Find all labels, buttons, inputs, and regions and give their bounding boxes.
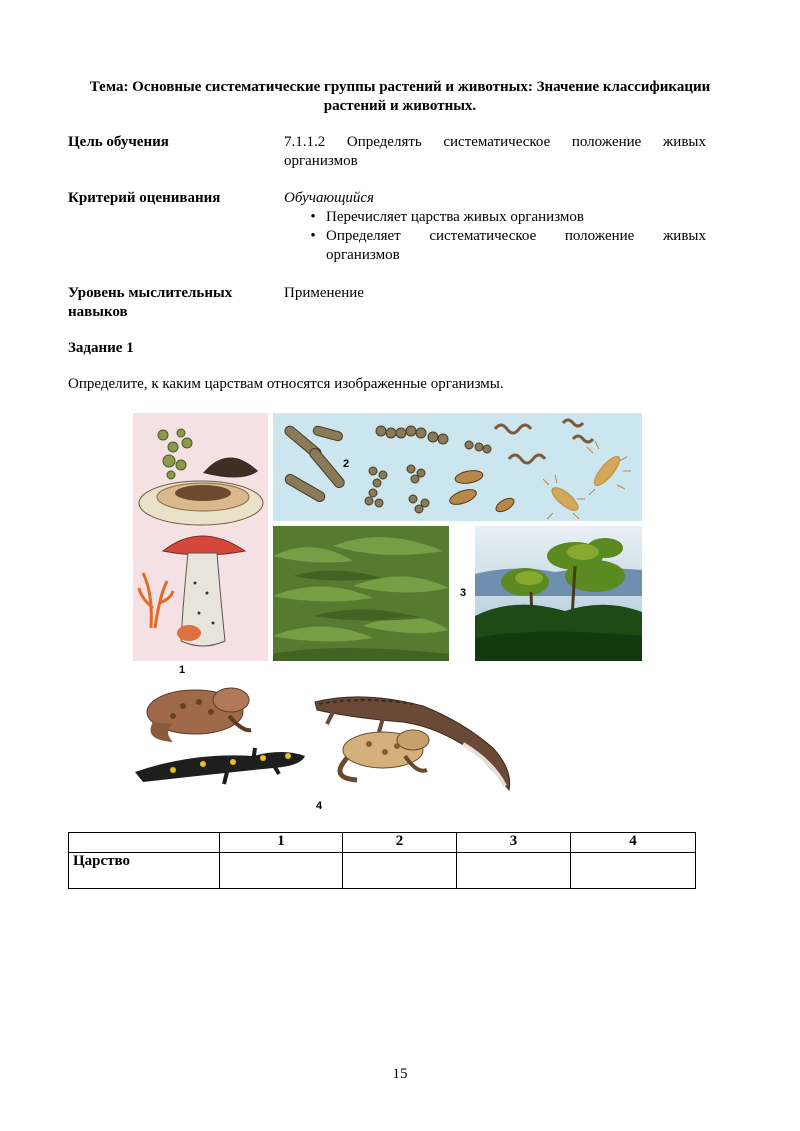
coral-fungus-icon <box>158 429 192 479</box>
task-text: Определите, к каким царствам относятся изображенные организмы. <box>68 376 504 392</box>
table-header-cell <box>69 833 220 853</box>
table-row-label: Царство <box>69 853 220 889</box>
table-row <box>69 853 696 889</box>
goal-label: Цель обучения <box>68 134 169 150</box>
table-header-cell: 4 <box>571 833 696 853</box>
coral-fungus-orange-icon <box>139 573 173 628</box>
page-title: Тема: Основные систематические группы растений и животных: Значение классификации растений и животных. <box>89 79 711 114</box>
level-label: Уровень мыслительных навыков <box>68 285 233 320</box>
conifer-trees-photo <box>475 526 642 661</box>
image-number-4: 4 <box>316 800 323 812</box>
image-number-3: 3 <box>460 587 467 599</box>
answer-cell-4[interactable] <box>571 853 696 889</box>
salamander-icon <box>135 748 305 784</box>
answer-cell-3[interactable] <box>457 853 571 889</box>
frog-icon <box>340 730 429 780</box>
flagellated-bacterium-icon <box>549 453 623 514</box>
criteria-item: • Перечисляет царства живых организмов <box>300 208 706 227</box>
image-number-1: 1 <box>179 664 186 676</box>
bacteria-illustration <box>273 413 642 521</box>
answer-cell-1[interactable] <box>220 853 343 889</box>
level-value: Применение <box>284 285 364 301</box>
fern-forest-photo <box>273 526 449 661</box>
task-title: Задание 1 <box>68 340 134 356</box>
table-header-row <box>69 833 696 853</box>
goal-value: 7.1.1.2 Определять систематическое положение живых организмов <box>284 134 706 169</box>
criteria-item: • Определяет систематическое положение живых организмов <box>300 227 706 265</box>
bullet-icon: • <box>310 228 316 244</box>
toad-icon <box>147 688 251 742</box>
criteria-intro: Обучающийся <box>284 190 375 206</box>
criteria-list <box>300 208 706 265</box>
fungi-illustration <box>133 413 268 661</box>
criteria-label: Критерий оценивания <box>68 190 221 206</box>
table-header-cell: 2 <box>343 833 457 853</box>
bracket-fungus-icon <box>203 457 258 477</box>
page-number: 15 <box>392 1066 408 1082</box>
table-header-cell: 3 <box>457 833 571 853</box>
kingdom-table <box>68 832 696 889</box>
bullet-icon: • <box>310 209 316 225</box>
image-number-2: 2 <box>343 458 350 470</box>
mushroom-cap-icon <box>163 536 245 555</box>
table-header-cell: 1 <box>220 833 343 853</box>
amphibians-illustration <box>133 682 533 797</box>
answer-cell-2[interactable] <box>343 853 457 889</box>
